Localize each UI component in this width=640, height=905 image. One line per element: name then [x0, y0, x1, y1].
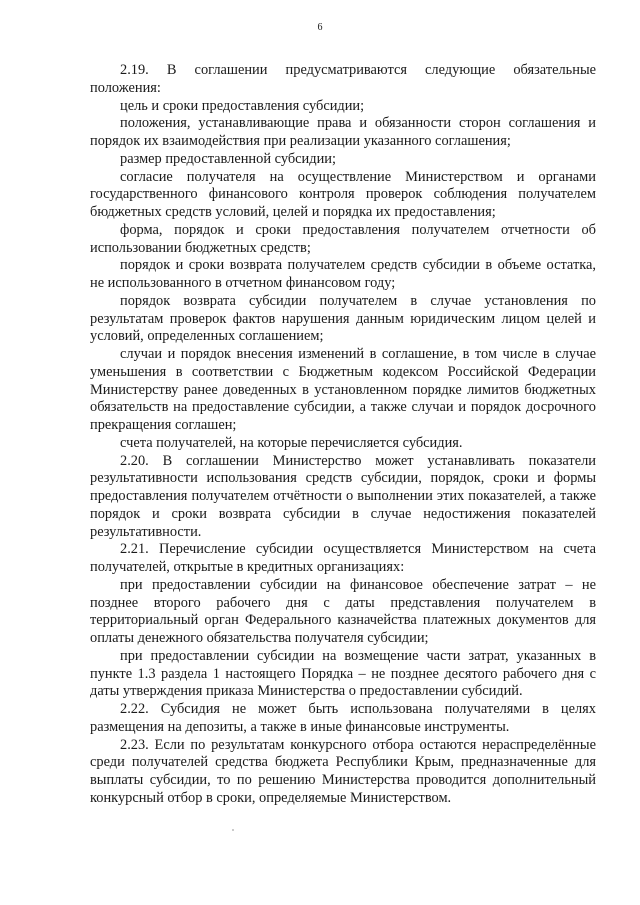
paragraph-2-22: 2.22. Субсидия не может быть использована получателями в целях размещения на депозиты, а также в иные финансовые инструменты. — [90, 701, 596, 735]
scan-speck — [232, 829, 234, 831]
list-item-accounts: счета получателей, на которые перечисляется субсидия. — [120, 434, 463, 451]
paragraph-2-21: 2.21. Перечисление субсидии осуществляется Министерством на счета получателей, открытые в кредитных организациях: — [90, 541, 596, 575]
list-item-return-violation: порядок возврата субсидии получателем в случае установления по результатам проверок фактов нарушения данным юридическим лицом целей и условий, определенных соглашением; — [90, 292, 596, 345]
list-item-reporting: форма, порядок и сроки предоставления получателем отчетности об использовании бюджетных средств; — [90, 221, 596, 256]
list-item-rights: положения, устанавливающие права и обязанности сторон соглашения и порядок их взаимодействия при реализации указанного соглашения; — [90, 115, 596, 149]
paragraph-2-23: 2.23. Если по результатам конкурсного отбора остаются нераспределённые среди получателей средства бюджета Республики Крым, предназначенные для выплаты субсидии, то по решению Министерства проводится дополнительный конкурсный отбор в сроки, определяемые Министерством. — [90, 736, 596, 806]
list-item-amount: размер предоставленной субсидии; — [120, 150, 336, 167]
page-number: 6 — [317, 22, 323, 33]
list-item-amendments: случаи и порядок внесения изменений в соглашение, в том числе в случае уменьшения в соответствии с Бюджетным кодексом Российской Федерации Министерству ранее доведенных в установленном порядке лимитов бюджетных обязательств на предоставление субсидии, а также случаи и порядок досрочного прекращения соглашен; — [90, 346, 596, 433]
paragraph-financing: при предоставлении субсидии на финансовое обеспечение затрат – не позднее второго рабочего дня с даты представления получателем в территориальный орган Федерального казначейства платежных документов для оплаты денежного обязательства получателя субсидии; — [90, 576, 596, 646]
list-item-consent: согласие получателя на осуществление Министерством и органами государственного финансового контроля проверок соблюдения получателем бюджетных средств условий, целей и порядка их предоставления; — [90, 168, 596, 220]
paragraph-reimbursement: при предоставлении субсидии на возмещение части затрат, указанных в пункте 1.3 раздела 1 настоящего Порядка – не позднее десятого рабочего дня с даты утверждения приказа Министерства о предоставлении субсидий. — [90, 647, 596, 700]
paragraph-2-20: 2.20. В соглашении Министерство может устанавливать показатели результативности использования средств субсидии, порядок, сроки и формы предоставления получателем отчётности о выполнении этих показателей, а также порядок и сроки возврата субсидии в случае недостижения показателей результативности. — [90, 452, 596, 540]
paragraph-2-19: 2.19. В соглашении предусматриваются следующие обязательные положения: — [90, 62, 596, 96]
document-body — [90, 62, 596, 808]
list-item-return-balance: порядок и сроки возврата получателем средств субсидии в объеме остатка, не использованного в отчетном финансовом году; — [90, 257, 596, 291]
list-item-goal: цель и сроки предоставления субсидии; — [120, 97, 365, 114]
